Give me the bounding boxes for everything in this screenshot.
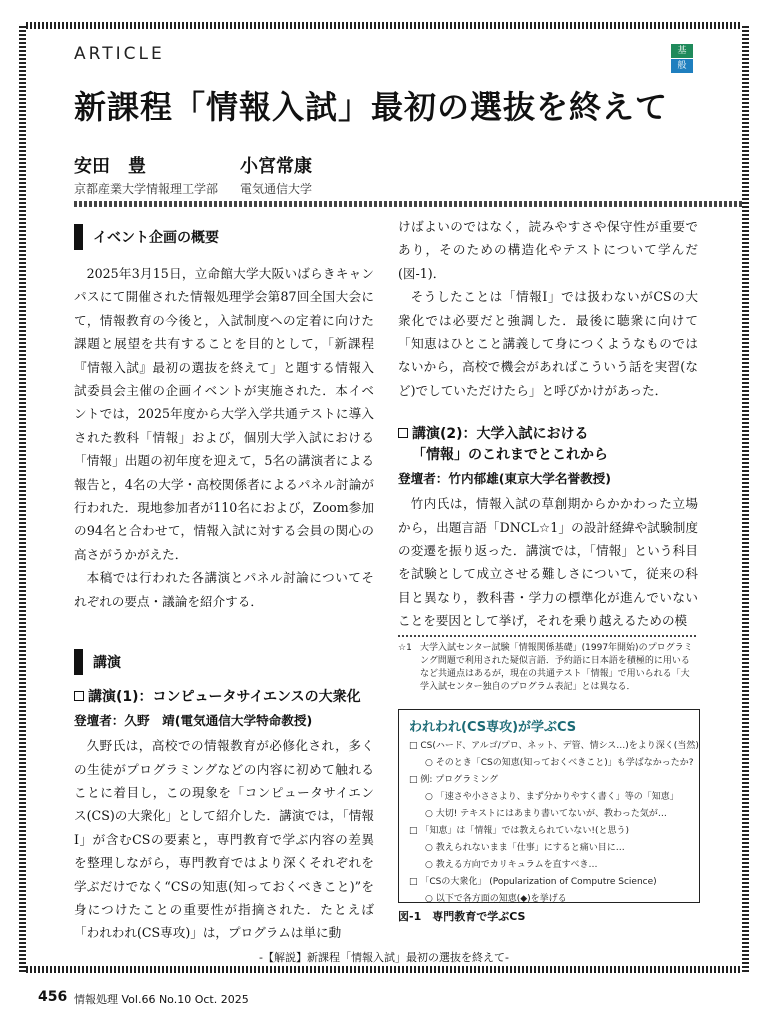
figure-item: □ CS(ハード、アルゴ/プロ、ネット、デ管、情シス…)をより深く(当然) [409,741,699,751]
badge-bottom: 般 [671,59,693,73]
footnote [398,642,698,694]
figure-subitem: ○ 大切! テキストにはあまり書いてないが、教わった気が… [425,809,667,819]
talk1-heading: 講演(1)：コンピュータサイエンスの大衆化 [74,687,374,708]
section-heading: 講演 [74,649,374,675]
figure-item: □ 「CSの大衆化」 (Popularization of Computre Science) [409,877,657,887]
paragraph: 2025年3月15日，立命館大学大阪いばらきキャンパスにて開催された情報処理学会第87回全国大会にて，情報教育の今後と，入試制度への定着に向けた課題と展望を共有することを目的として，「新課程『情報入試』最初の選抜を終えて」と題する情報入試委員会主催の企画イベントが実施された．本イベントでは，2025年度から大学入学共通テストに導入された教科「情報」および，個別大学入試における「情報」出題の初年度を迎えて，5名の講演者による報告と，4名の大学・高校関係者によるパネル討論が行われた．現地参加者が110名におよび，Zoom参加の94名と合わせて，情報入試に対する会員の関心の高さがうかがえた． [74,266,374,562]
page-title: 新課程「情報入試」最初の選抜を終えて [74,88,669,126]
left-border [19,26,26,973]
right-column [398,215,698,633]
author-affiliation: 京都産業大学情報理工学部 [74,182,219,196]
author-2 [240,152,312,197]
author-affiliation: 電気通信大学 [240,182,313,196]
figure-box [398,709,700,903]
running-title: -【解説】新課程「情報入試」最初の選抜を終えて- [259,951,509,964]
footnote-divider [398,635,698,637]
figure-subitem: ○ 教えられないまま「仕事」にすると痛い目に… [425,843,625,853]
talk2-heading: 講演(2)：大学入試における 「情報」のこれまでとこれから [398,424,698,466]
talk1-body [74,734,374,945]
page-number: 456 [38,989,68,1005]
figure-title: われわれ(CS専攻)が学ぶCS [409,720,577,735]
badge-top: 基 [671,44,693,58]
author-1 [74,152,218,197]
footnote-mark: ☆1 [398,643,412,653]
footnote-text: 大学入試センター試験「情報関係基礎」(1997年開始)のプログラミング問題で利用された疑似言語．予約語に日本語を積極的に用いるなど共通点はあるが，現在の共通テスト「情報」で用いられる「大学入試センター独自のプログラム表記」とは異なる． [420,643,693,692]
author-name: 小宮常康 [240,156,312,177]
figure-subitem: ○ 以下で各方面の知恵(◆)を挙げる [425,894,567,904]
figure-subitem: ○ 「速さや小ささより、まず分かりやすく書く」等の「知恵」 [425,792,679,802]
talk1-speaker: 登壇者：久野 靖(電気通信大学特命教授) [74,713,313,729]
checkbox-icon [74,691,84,701]
paragraph: 久野氏は，高校での情報教育が必修化され，多くの生徒がプログラミングなどの内容に初めて触れることに着目し，この現象を「コンピュータサイエンス(CS)の大衆化」として紹介した．講演では，「情報I」が含むCSの要素と，専門教育で学ぶ内容の差異を整理しながら，専門教育ではより深くそれぞれを学ぶだけでなく“CSの知恵(知っておくべきこと)”を身につけたことの重要性が指摘された．たとえば「われわれ(CS専攻)」は，プログラムは単に動 [74,738,374,941]
top-border [26,22,742,29]
left-column [74,224,374,945]
figure-caption: 図-1 専門教育で学ぶCS [398,910,526,923]
journal-info: 情報処理 Vol.66 No.10 Oct. 2025 [74,993,249,1006]
section-heading: イベント企画の概要 [74,224,374,250]
paragraph: 竹内氏は，情報入試の草創期からかかわった立場から，出題言語「DNCL☆1」の設計経緯や試験制度の変遷を振り返った．講演では，「情報」という科目を試験として成立させる難しさについて，従来の科目と異なり，教科書・学力の標準化が進んでいないことを要因として挙げ，それを乗り越えるための模 [398,496,698,629]
checkbox-icon [398,428,408,438]
figure-subitem: ○ 教える方向でカリキュラムを直すべき… [425,860,598,870]
paragraph: 本稿では行われた各講演とパネル討論についてそれぞれの要点・議論を紹介する． [74,570,374,609]
article-label: ARTICLE [74,44,165,64]
paragraph: けばよいのではなく，読みやすさや保守性が重要であり，そのための構造化やテストについて学んだ(図-1)． [398,219,698,281]
bottom-border [26,966,742,973]
figure-subitem: ○ そのとき「CSの知恵(知っておくべきこと)」も学ばなかったか? [425,758,694,768]
right-border [742,26,749,973]
header-divider [74,201,742,207]
category-badge [671,44,693,74]
talk2-body [398,492,698,632]
figure-item: □ 「知恵」は「情報」では教えられていない!(と思う) [409,826,629,836]
paragraph: そうしたことは「情報I」では扱わないがCSの大衆化では必要だと強調した．最後に聴衆に向けて「知恵はひとこと講義して身につくようなものではないから，高校で機会があればこういう話を実習(など)でしていただけたら」と呼びかけがあった． [398,289,698,398]
figure-list [409,738,699,908]
figure-item: □ 例: プログラミング [409,775,499,785]
continued-body [398,215,698,402]
section-body [74,262,374,613]
talk2-speaker: 登壇者：竹内郁雄(東京大学名誉教授) [398,471,612,487]
author-name: 安田 豊 [74,156,146,177]
